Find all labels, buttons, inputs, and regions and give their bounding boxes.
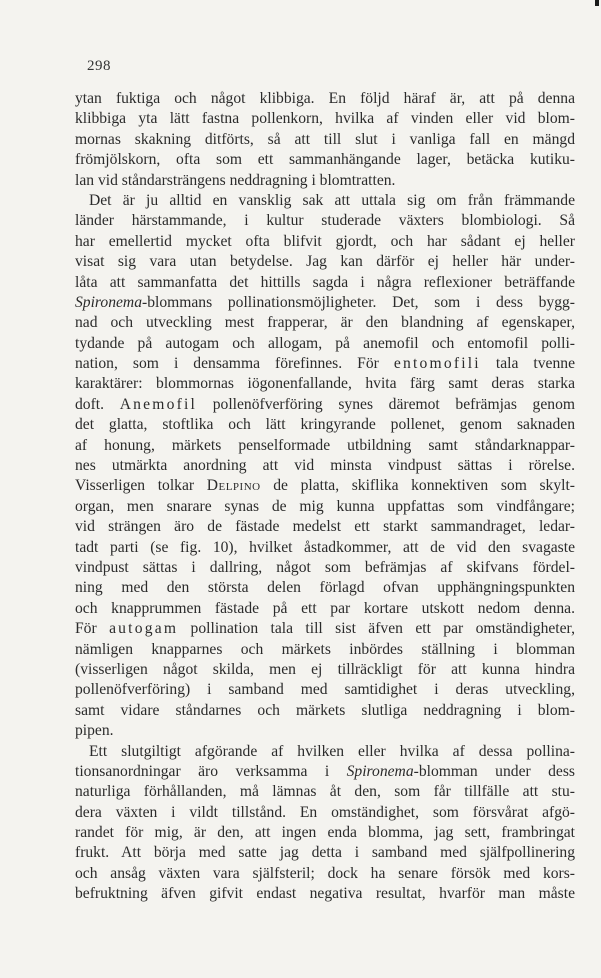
- text-line: [75, 130, 575, 150]
- text-line: [75, 864, 575, 884]
- text-segment: vindpust sättas i dallring, något som befrämjas af skifvans fördel-: [75, 558, 575, 576]
- text-line: [75, 313, 575, 333]
- text-segment: ytan fuktiga och något klibbiga. En följd häraf är, att på denna: [75, 90, 575, 107]
- text-line: [75, 884, 575, 904]
- text-segment: -blomman under dess: [413, 762, 575, 780]
- text-line: [75, 293, 575, 313]
- text-segment: karaktärer: blommornas iögonenfallande, hvita färg samt deras starka: [75, 375, 575, 393]
- text-line: [75, 211, 575, 231]
- text-line: [75, 476, 575, 496]
- text-line: [75, 558, 575, 578]
- emphasized-text: Delpino: [206, 477, 261, 495]
- emphasized-text: Anemofil: [119, 395, 198, 413]
- text-segment: pollenöfverföring synes däremot befrämjas genom: [197, 395, 576, 413]
- text-line: [75, 395, 575, 415]
- text-line: [75, 538, 575, 558]
- text-line: [75, 109, 575, 129]
- text-line: [75, 415, 575, 435]
- text-line: [75, 334, 575, 354]
- text-segment: tadt parti (se fig. 10), hvilket åstadkommer, att de vid den svagaste: [75, 538, 575, 556]
- text-segment: länder härstammande, i kultur studerade växters blombiologi. Så: [75, 212, 575, 230]
- text-line: [75, 680, 575, 700]
- emphasized-text: Spironema: [75, 293, 142, 311]
- text-segment: nes utmärkta anordning att vid minsta vindpust sättas i rörelse.: [75, 457, 575, 475]
- text-segment: nation, som i densamma förefinnes. För: [75, 355, 394, 373]
- text-segment: -blommans pollinationsmöjligheter. Det, som i dess bygg-: [142, 293, 575, 311]
- text-segment: naturliga förhållanden, må lämnas åt den, som får tillfälle att stu-: [75, 783, 575, 801]
- text-line: [75, 803, 575, 823]
- text-segment: klibbiga yta lätt fastna pollenkorn, hvilka af vinden eller vid blom-: [75, 110, 575, 128]
- text-segment: Visserligen tolkar: [75, 477, 207, 495]
- text-segment: visat sig vara utan betydelse. Jag kan därför ej heller här under-: [75, 253, 575, 271]
- text-line: [75, 599, 575, 619]
- text-line: [75, 660, 575, 680]
- text-line: [75, 640, 575, 660]
- text-line: [75, 374, 575, 394]
- text-line: [75, 782, 575, 802]
- text-line: [75, 171, 575, 191]
- text-segment: frömjölskorn, ofta som ett sammanhängande lager, betäcka kutiku-: [75, 151, 575, 169]
- text-line: [75, 436, 575, 456]
- text-segment: För: [75, 620, 110, 638]
- text-line: [75, 497, 575, 517]
- text-line: [75, 354, 575, 374]
- text-segment: (visserligen något skilda, men ej tillräckligt för att kunna hindra: [75, 660, 575, 678]
- text-segment: frukt. Att börja med satte jag detta i samband med själfpollinering: [75, 844, 575, 862]
- text-segment: de platta, skiflika konnektiven som skylt-: [260, 477, 575, 495]
- text-segment: Det är ju alltid en vansklig sak att uttala sig om från främmande: [89, 191, 575, 209]
- text-segment: pipen.: [75, 722, 114, 740]
- text-segment: och ansåg växten vara själfsteril; dock ha senare försök med kors-: [75, 864, 575, 882]
- text-line: [75, 843, 575, 863]
- emphasized-text: entomofili: [393, 355, 481, 373]
- text-segment: mornas skakning ditförts, så att till slut i vanliga fall en mängd: [75, 130, 575, 148]
- text-segment: samt vidare ståndarnes och märkets slutliga neddragning i blom-: [75, 701, 575, 719]
- text-segment: doft.: [75, 395, 120, 413]
- text-segment: pollenöfverföring) i samband med samtidighet i deras utveckling,: [75, 681, 575, 699]
- text-line: [75, 619, 575, 639]
- text-segment: vid strängen äro de fästade medelst ett starkt sammandraget, ledar-: [75, 518, 575, 536]
- text-line: [75, 578, 575, 598]
- text-segment: Ett slutgiltigt afgörande af hvilken eller hvilka af dessa pollina-: [89, 742, 575, 760]
- text-segment: tala tvenne: [480, 355, 575, 373]
- text-segment: lan vid ståndarsträngens neddragning i blomtratten.: [75, 171, 396, 189]
- text-line: [75, 742, 575, 762]
- text-line: [75, 150, 575, 170]
- text-segment: tionsanordningar äro verksamma i: [75, 762, 347, 780]
- text-line: [75, 517, 575, 537]
- page-number: 298: [87, 58, 111, 74]
- scan-corner-mark: [595, 0, 599, 6]
- emphasized-text: Spironema: [346, 762, 414, 780]
- text-line: [75, 701, 575, 721]
- text-segment: låta att sammanfatta det hittills sagda i några reflexioner beträffande: [75, 273, 575, 291]
- text-segment: ning med den största delen förlagd ofvan upphängningspunkten: [75, 579, 575, 597]
- text-segment: randet för mig, är den, att ingen enda blomma, jag sett, frambringat: [75, 824, 575, 842]
- text-line: [75, 191, 575, 211]
- text-line: [75, 89, 575, 109]
- text-line: [75, 762, 575, 782]
- text-segment: nad och utveckling mest frapperar, är den blandning af egenskaper,: [75, 314, 575, 332]
- text-line: [75, 456, 575, 476]
- text-segment: nämligen knapparnes och märkets inbördes ställning i blomman: [75, 640, 575, 658]
- text-line: [75, 232, 575, 252]
- text-segment: och knapprummen fästade på ett par kortare utskott nedom denna.: [75, 599, 575, 617]
- text-segment: pollination tala till sist äfven ett par omständigheter,: [178, 620, 576, 638]
- text-segment: dera växten i vildt tillstånd. En omständighet, som försvårat afgö-: [75, 803, 575, 821]
- text-line: [75, 823, 575, 843]
- emphasized-text: autogam: [109, 620, 179, 638]
- text-segment: organ, men snarare synas de mig kunna uppfattas som vindfångare;: [75, 497, 575, 515]
- text-line: [75, 252, 575, 272]
- text-segment: af honung, märkets penselformade utbildning samt ståndarknappar-: [75, 436, 575, 454]
- text-segment: det glatta, stoftlika och lätt kringyrande pollenet, genom saknaden: [75, 416, 575, 434]
- text-segment: har emellertid mycket ofta blifvit gjordt, och har sådant ej heller: [75, 232, 575, 250]
- text-segment: befruktning äfven gifvit endast negativa resultat, hvarför man måste: [75, 885, 575, 903]
- text-line: [75, 273, 575, 293]
- text-line: [75, 721, 575, 741]
- body-text: [75, 89, 575, 905]
- text-segment: tydande på autogam och allogam, på anemofil och entomofil polli-: [75, 334, 575, 352]
